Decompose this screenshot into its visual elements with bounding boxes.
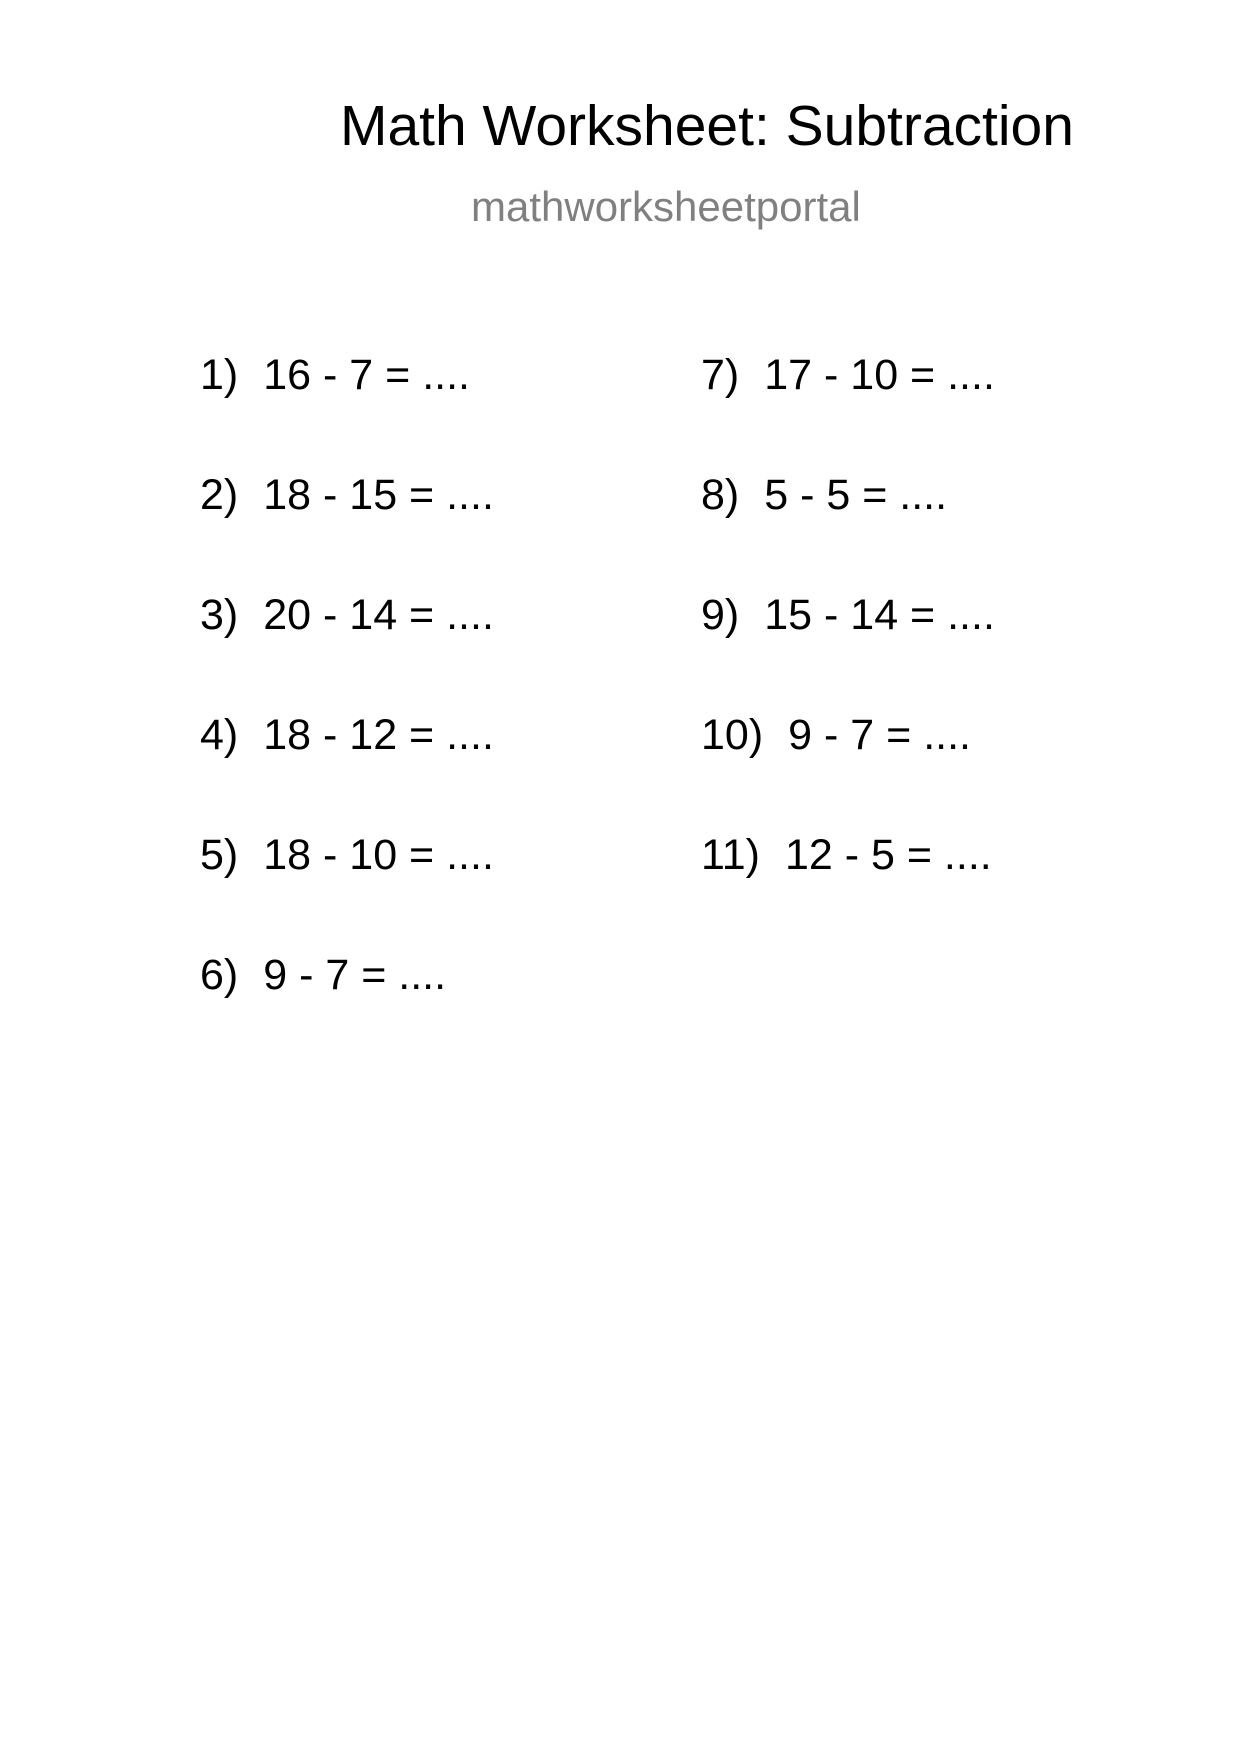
problem-9 [701, 591, 1151, 714]
problem-number: 5) [200, 831, 239, 879]
problem-expression: 18 - 10 = .... [263, 831, 494, 879]
problem-expression: 12 - 5 = .... [784, 831, 992, 879]
problem-number: 3) [200, 591, 239, 639]
problems-column-left [200, 351, 650, 1074]
problem-expression: 9 - 7 = .... [788, 711, 971, 759]
problem-expression: 20 - 14 = .... [263, 591, 494, 639]
problem-number: 9) [701, 591, 740, 639]
problem-3 [200, 591, 650, 714]
problem-number: 6) [200, 951, 239, 999]
worksheet-title: Math Worksheet: Subtraction [340, 94, 1074, 158]
problem-2 [200, 471, 650, 594]
problem-expression: 15 - 14 = .... [764, 591, 995, 639]
problem-11 [701, 831, 1151, 954]
problem-6 [200, 951, 650, 1074]
problem-number: 4) [200, 711, 239, 759]
problem-expression: 18 - 12 = .... [263, 711, 494, 759]
problem-expression: 16 - 7 = .... [263, 351, 470, 399]
problem-5 [200, 831, 650, 954]
problem-1 [200, 351, 650, 474]
problem-4 [200, 711, 650, 834]
problem-expression: 18 - 15 = .... [263, 471, 494, 519]
problem-number: 11) [701, 831, 760, 879]
problem-number: 8) [701, 471, 740, 519]
problem-expression: 17 - 10 = .... [764, 351, 995, 399]
problem-expression: 5 - 5 = .... [764, 471, 948, 519]
problem-number: 2) [200, 471, 239, 519]
problem-number: 1) [200, 351, 239, 399]
problem-10 [701, 711, 1151, 834]
problem-number: 10) [701, 711, 764, 759]
problems-column-right [701, 351, 1151, 954]
worksheet-subtitle: mathworksheetportal [471, 183, 861, 230]
problem-expression: 9 - 7 = .... [263, 951, 447, 999]
problem-8 [701, 471, 1151, 594]
problem-number: 7) [701, 351, 740, 399]
problem-7 [701, 351, 1151, 474]
